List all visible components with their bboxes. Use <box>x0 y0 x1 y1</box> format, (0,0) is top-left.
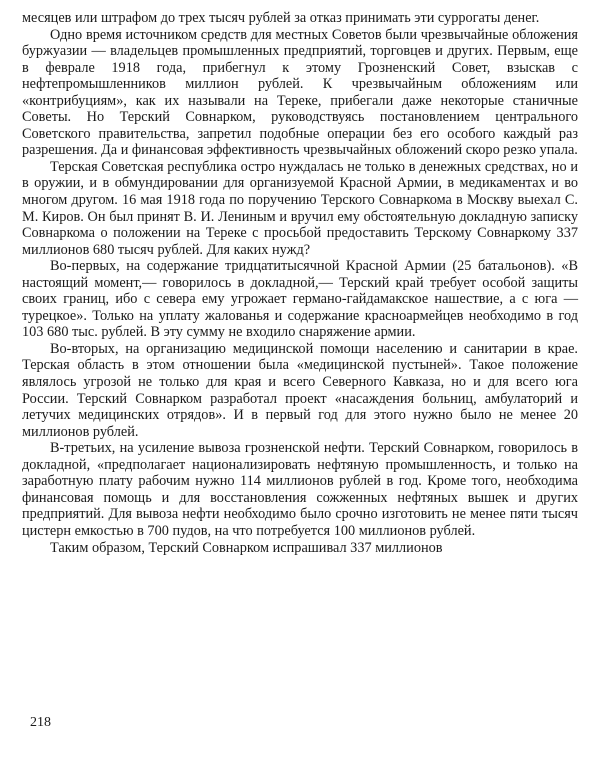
paragraph-second-medical: Во-вторых, на организацию медицинской помощи населению и санитарии в крае. Терская область в этом отношении была «медицинской пустыней». Такое положение являлось угрозой не только для края и всего Северного Кавказа, но и для всего юга России. Терский Совнарком разработал проект «насаждения больниц, амбулаторий и летучих медицинских отрядов». И в первый год для этого нужно было не менее 20 миллионов рублей. <box>22 340 578 440</box>
page-number: 218 <box>30 715 51 730</box>
paragraph-conclusion: Таким образом, Терский Совнарком испрашивал 337 миллионов <box>50 539 443 556</box>
paragraph-first-red-army: Во-первых, на содержание тридцатитысячной Красной Армии (25 батальонов). «В настоящий момент,— говорилось в докладной,— Терский край требует особой защиты своих границ, ибо с севера ему угрожает германо-гайдамакское нашествие, а с юга — турецкое». Только на уплату жалованья и содержание красноармейцев необходимо в год 103 680 тыс. рублей. В эту сумму не входило снаряжение армии. <box>22 258 578 341</box>
paragraph-third-oil: В-третьих, на усиление вывоза грозненской нефти. Терский Совнарком, говорилось в докладной, «предполагает национализировать нефтяную промышленность, и только на заработную плату рабочим нужно 114 миллионов рублей в год. Кроме того, необходима финансовая помощь и для восстановления сожженных нефтяных вышек и других предприятий. Для вывоза нефти необходимо было срочно изготовить не менее пяти тысяч цистерн емкостью в 700 пудов, на что потребуется 100 миллионов рублей. <box>22 440 578 539</box>
paragraph-terek-republic-needs: Терская Советская республика остро нуждалась не только в денежных средствах, но и в оружии, и в обмундировании для организуемой Красной Армии, в медикаментах и во многом другом. 16 мая 1918 года по поручению Терского Совнаркома в Москву выехал С. М. Киров. Он был принят В. И. Лениным и вручил ему обстоятельную докладную записку Совнаркома о положении на Тереке с просьбой предоставить Терскому Совнаркому 337 миллионов 680 тысяч рублей. Для каких нужд? <box>22 158 578 258</box>
paragraph-continuation: месяцев или штрафом до трех тысяч рублей за отказ принимать эти суррогаты денег. <box>22 10 540 26</box>
paragraph-extraordinary-levies: Одно время источником средств для местных Советов были чрезвычайные обложения буржуазии — владельцев промышленных предприятий, торговцев и других. Первым, еще в феврале 1918 года, прибегнул к этому Грозненский Совет, взыскав с нефтепромышленников миллион рублей. К чрезвычайным обложениям или «контрибуциям», как их называли на Тереке, прибегали даже некоторые станичные Советы. Но Терский Совнарком, руководствуясь постановлением центрального Советского правительства, запретил подобные операции без его особого каждый раз разрешения. Да и финансовая эффективность чрезвычайных обложений скоро резко упала. <box>22 26 578 159</box>
page-body <box>22 10 578 556</box>
